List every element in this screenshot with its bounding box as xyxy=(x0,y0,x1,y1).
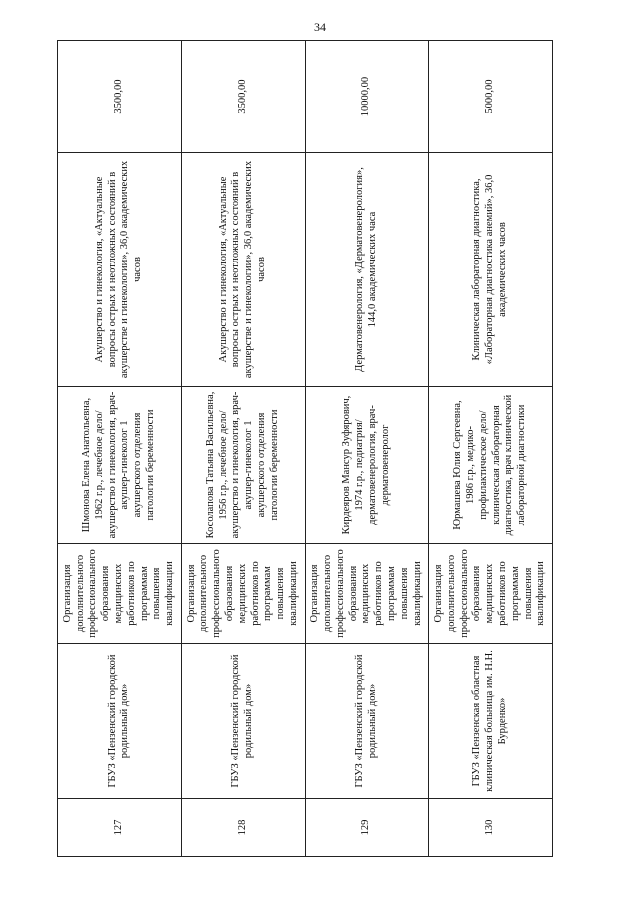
organization-cell: ГБУЗ «Пензенский городской родильный дом» xyxy=(181,644,305,799)
row-number-cell: 128 xyxy=(181,799,305,857)
organization-cell: ГБУЗ «Пензенский городской родильный дом» xyxy=(305,644,429,799)
support-form-cell: Организация дополнительного профессионального образования медицинских работников по программам повышения квалификации xyxy=(305,544,429,644)
program-cell: Клиническая лабораторная диагностика, «Лабораторная диагностика анемий», 36,0 академических часов xyxy=(429,153,553,387)
support-form-cell: Организация дополнительного профессионального образования медицинских работников по программам повышения квалификации xyxy=(181,544,305,644)
table-row xyxy=(58,41,182,857)
rotated-table-wrapper xyxy=(57,41,553,857)
organization-cell: ГБУЗ «Пензенский городской родильный дом» xyxy=(58,644,182,799)
organization-cell: ГБУЗ «Пензенская областная клиническая больница им. Н.Н. Бурденко» xyxy=(429,644,553,799)
employee-cell: Шмонова Елена Анатольевна, 1962 г.р., лечебное дело/ акушерство и гинекология, врач-акушер-гинеколог 1 акушерского отделения патологии беременности xyxy=(58,387,182,544)
amount-cell: 3500,00 xyxy=(181,41,305,153)
support-form-cell: Организация дополнительного профессионального образования медицинских работников по программам повышения квалификации xyxy=(429,544,553,644)
amount-cell: 3500,00 xyxy=(58,41,182,153)
employee-cell: Косолапова Татьяна Васильевна, 1956 г.р., лечебное дело/ акушерство и гинекология, врач-акушер-гинеколог 1 акушерского отделения патологии беременности xyxy=(181,387,305,544)
employee-cell: Кирдеяров Мансур Зуфярович, 1974 г.р., педиатрия/ дерматовенерология, врач-дерматовенеролог xyxy=(305,387,429,544)
program-cell: Дерматовенерология, «Дерматовенерология», 144,0 академических часа xyxy=(305,153,429,387)
support-form-cell: Организация дополнительного профессионального образования медицинских работников по программам повышения квалификации xyxy=(58,544,182,644)
table-row xyxy=(429,41,553,857)
amount-cell: 10000,00 xyxy=(305,41,429,153)
table-row xyxy=(305,41,429,857)
row-number-cell: 127 xyxy=(58,799,182,857)
amount-cell: 5000,00 xyxy=(429,41,553,153)
funding-table xyxy=(57,40,553,857)
page-number: 34 xyxy=(314,20,326,34)
employee-cell: Юрмашева Юлия Сергеевна, 1986 г.р., медико-профилактическое дело/ клиническая лабораторная диагностика, врач клинической лабораторной диагностики xyxy=(429,387,553,544)
row-number-cell: 130 xyxy=(429,799,553,857)
program-cell: Акушерство и гинекология, «Актуальные вопросы острых и неотложных состояний в акушерстве и гинекологии», 36,0 академических часов xyxy=(58,153,182,387)
row-number-cell: 129 xyxy=(305,799,429,857)
table-row xyxy=(181,41,305,857)
program-cell: Акушерство и гинекология, «Актуальные вопросы острых и неотложных состояний в акушерстве и гинекологии», 36,0 академических часов xyxy=(181,153,305,387)
